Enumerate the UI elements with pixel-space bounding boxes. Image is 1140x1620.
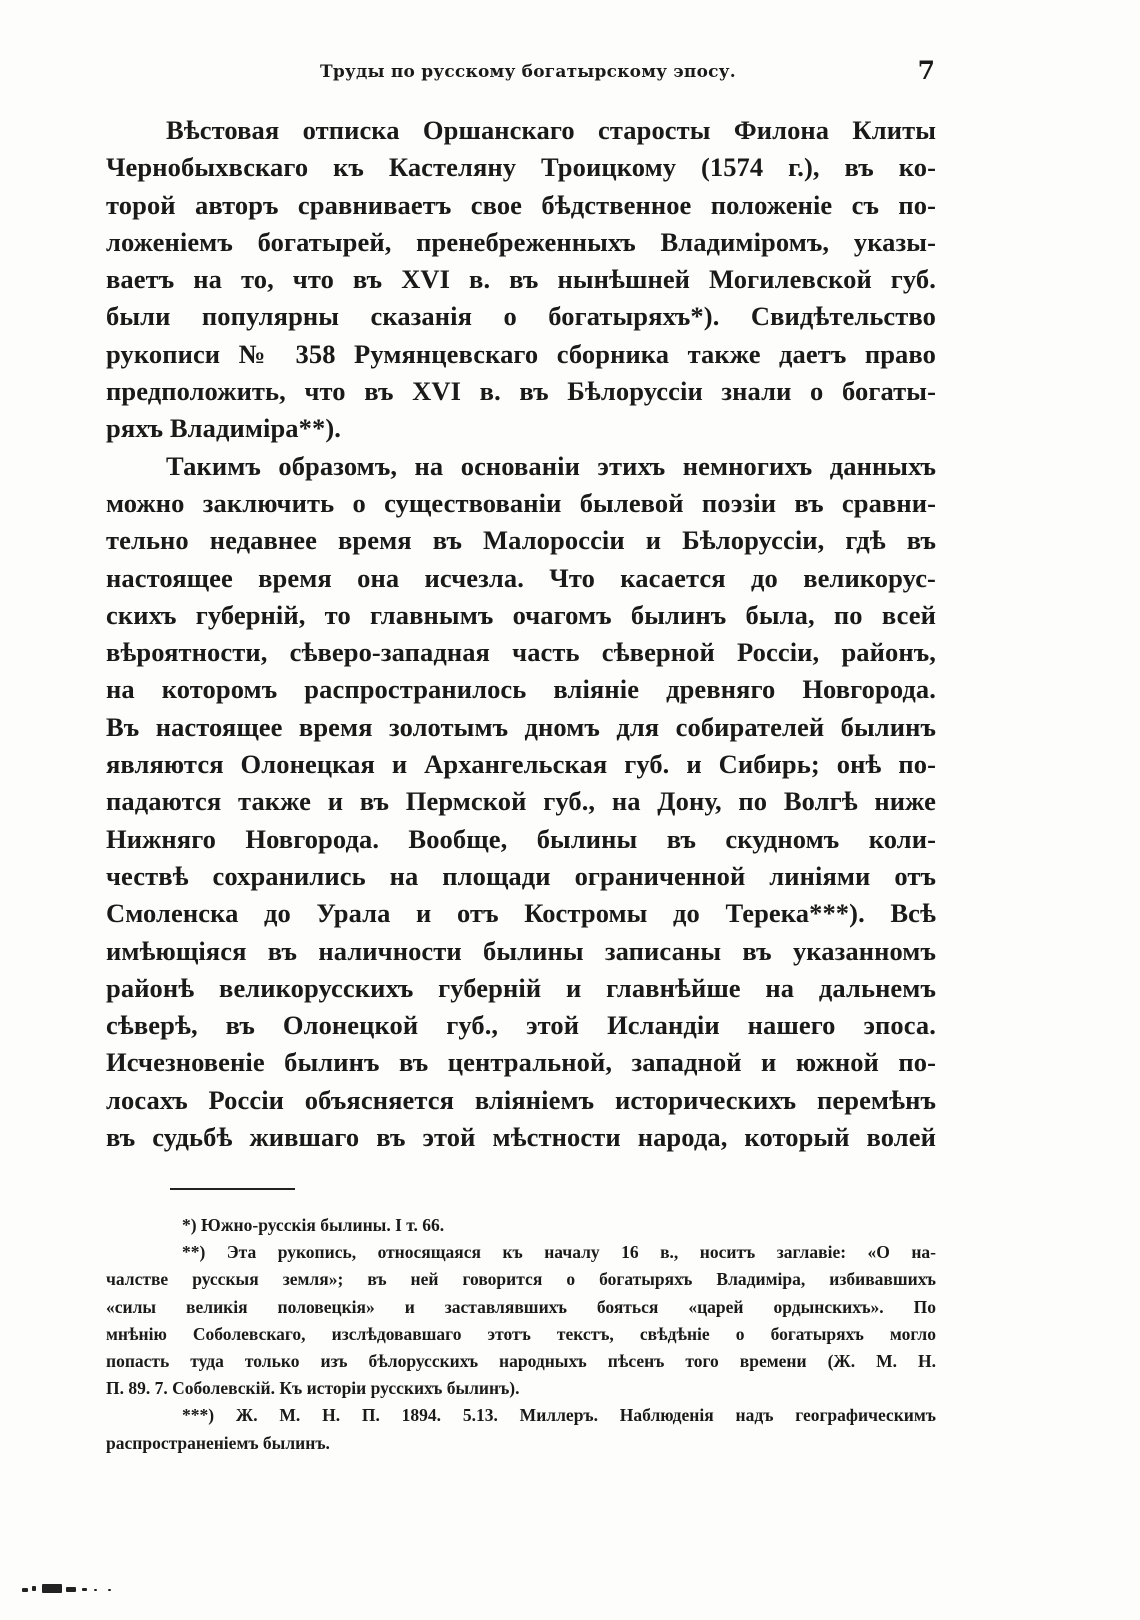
footnote-line: ***) Ж. М. Н. П. 1894. 5.13. Миллеръ. Наблюденія надъ географическимъ	[182, 1405, 936, 1426]
text-line: имѣющіяся въ наличности былины записаны въ указанномъ	[106, 935, 936, 966]
footnote-line: *) Южно-русскія былины. I т. 66.	[182, 1215, 445, 1235]
text-line: настоящее время она исчезла. Что касается до великорус-	[106, 562, 936, 593]
text-line: падаются также и въ Пермской губ., на Дону, по Волгѣ ниже	[106, 786, 936, 817]
text-line: Смоленска до Урала и отъ Костромы до Терека***). Всѣ	[106, 898, 936, 929]
text-line: Въ настоящее время золотымъ дномъ для собирателей былинъ	[106, 711, 936, 742]
text-line: ряхъ Владиміра**).	[106, 413, 342, 444]
text-line: Вѣстовая отписка Оршанскаго старосты Филона Клиты	[166, 115, 936, 145]
footnote-line: «силы великія половецкія» и заставлявшихъ бояться «царей ордынскихъ». По	[106, 1296, 936, 1317]
footnote-line: распространеніемъ былинъ.	[106, 1432, 330, 1453]
running-head	[105, 56, 935, 96]
text-line: скихъ губерній, то главнымъ очагомъ былинъ была, по всей	[106, 599, 936, 630]
footnotes	[106, 1212, 936, 1457]
text-line: Чернобыхвскаго къ Кастеляну Троицкому (1574 г.), въ ко-	[106, 152, 936, 183]
footnote-divider	[170, 1188, 295, 1190]
text-line: вѣроятности, сѣверо-западная часть сѣверной Россіи, районъ,	[106, 637, 936, 668]
footnote-line: чалстве русскыя земля»; въ ней говорится о богатыряхъ Владиміра, избивавшихъ	[106, 1269, 936, 1290]
text-line: Исчезновеніе былинъ въ центральной, западной и южной по-	[106, 1047, 936, 1078]
text-line: ваетъ на то, что въ XVI в. въ нынѣшней Могилевской губ.	[106, 264, 936, 295]
scan-specks	[18, 1584, 128, 1594]
text-line: торой авторъ сравниваетъ свое бѣдственное положеніе съ по-	[106, 189, 936, 220]
text-line: чествѣ сохранились на площади ограниченной линіями отъ	[106, 860, 936, 891]
footnote-line: **) Эта рукопись, относящаяся къ началу 16 в., носитъ заглавіе: «О на-	[182, 1242, 936, 1263]
text-line: рукописи № 358 Румянцевскаго сборника также даетъ право	[106, 338, 936, 369]
body-text	[106, 112, 936, 1156]
page-number: 7	[917, 56, 935, 85]
text-line: сѣверѣ, въ Олонецкой губ., этой Исландіи нашего эпоса.	[106, 1010, 936, 1041]
text-line: предположить, что въ XVI в. въ Бѣлоруссіи знали о богаты-	[106, 376, 936, 407]
text-line: районѣ великорусскихъ губерній и главнѣйше на дальнемъ	[106, 972, 936, 1003]
text-line: въ судьбѣ жившаго въ этой мѣстности народа, который волей	[106, 1122, 936, 1153]
text-line: были популярны сказанія о богатыряхъ*). Свидѣтельство	[106, 301, 936, 332]
text-line: можно заключить о существованіи былевой поэзіи въ сравни-	[106, 487, 936, 518]
footnote-line: мнѣнію Соболевскаго, изслѣдовавшаго этотъ текстъ, свѣдѣніе о богатыряхъ могло	[106, 1323, 936, 1344]
footnote-line: попасть туда только изъ бѣлорусскихъ народныхъ пѣсенъ того времени (Ж. М. Н.	[106, 1350, 936, 1371]
text-line: Такимъ образомъ, на основаніи этихъ немногихъ данныхъ	[166, 450, 936, 481]
text-line: тельно недавнее время въ Малороссіи и Бѣлоруссіи, гдѣ въ	[106, 525, 936, 556]
text-line: являются Олонецкая и Архангельская губ. и Сибирь; онѣ по-	[106, 749, 936, 780]
text-line: Нижняго Новгорода. Вообще, былины въ скудномъ коли-	[106, 823, 936, 854]
running-title: Труды по русскому богатырскому эпосу.	[320, 62, 736, 82]
text-line: лосахъ Россіи объясняется вліяніемъ историческихъ перемѣнъ	[106, 1084, 936, 1115]
text-line: ложеніемъ богатырей, пренебреженныхъ Владиміромъ, указы-	[106, 226, 936, 257]
text-line: на которомъ распространилось вліяніе древняго Новгорода.	[106, 674, 936, 705]
footnote-line: П. 89. 7. Соболевскій. Къ исторіи русскихъ былинъ).	[106, 1378, 520, 1399]
